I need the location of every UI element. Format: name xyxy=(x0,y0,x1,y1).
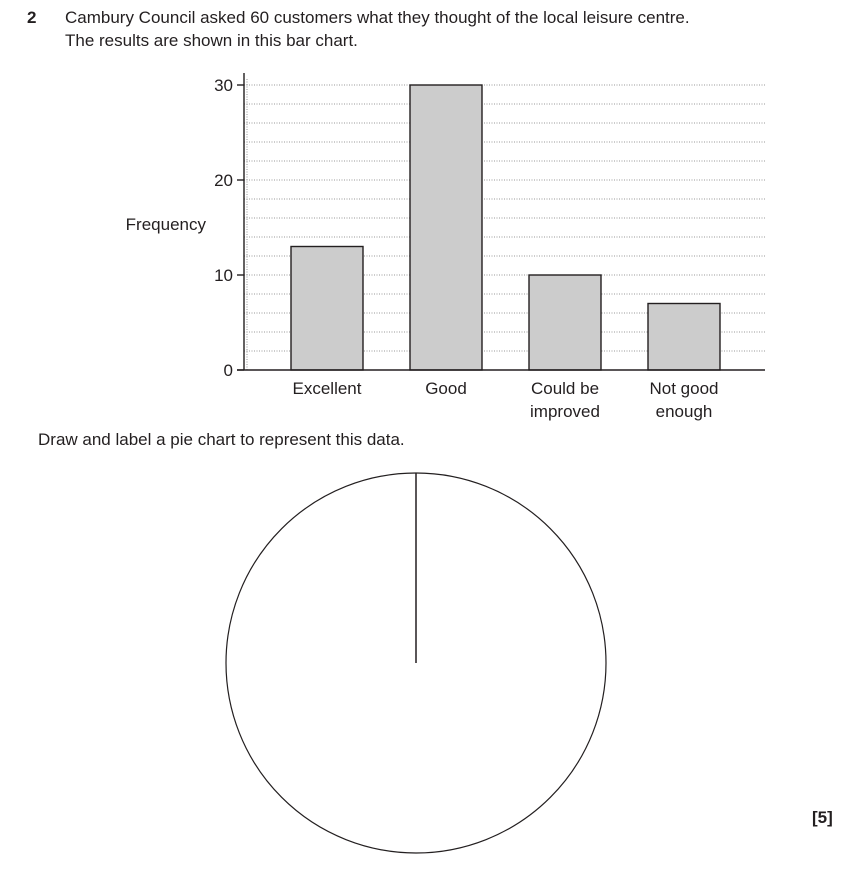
bar xyxy=(291,247,363,371)
y-tick-label: 0 xyxy=(223,361,233,380)
question-number: 2 xyxy=(27,8,37,27)
instruction-text: Draw and label a pie chart to represent this data. xyxy=(38,430,405,449)
question-line-2: The results are shown in this bar chart. xyxy=(65,31,358,50)
bar xyxy=(529,275,601,370)
x-category-label: enough xyxy=(655,402,713,421)
x-category-label: Good xyxy=(425,379,467,398)
x-category-label: Excellent xyxy=(292,379,362,398)
bar xyxy=(410,85,482,370)
marks-label: [5] xyxy=(812,808,833,827)
bar xyxy=(648,304,720,371)
y-axis-label: Frequency xyxy=(125,215,206,234)
x-category-label: Could be xyxy=(530,379,600,398)
y-tick-label: 10 xyxy=(214,266,233,285)
pie-circle-outline xyxy=(226,473,606,853)
y-tick-label: 30 xyxy=(214,76,233,95)
x-category-label: Not good xyxy=(649,379,719,398)
x-category-label: improved xyxy=(530,402,600,421)
question-line-1: Cambury Council asked 60 customers what they thought of the local leisure centre. xyxy=(65,8,690,27)
y-tick-label: 20 xyxy=(214,171,233,190)
bar-chart xyxy=(0,0,864,430)
